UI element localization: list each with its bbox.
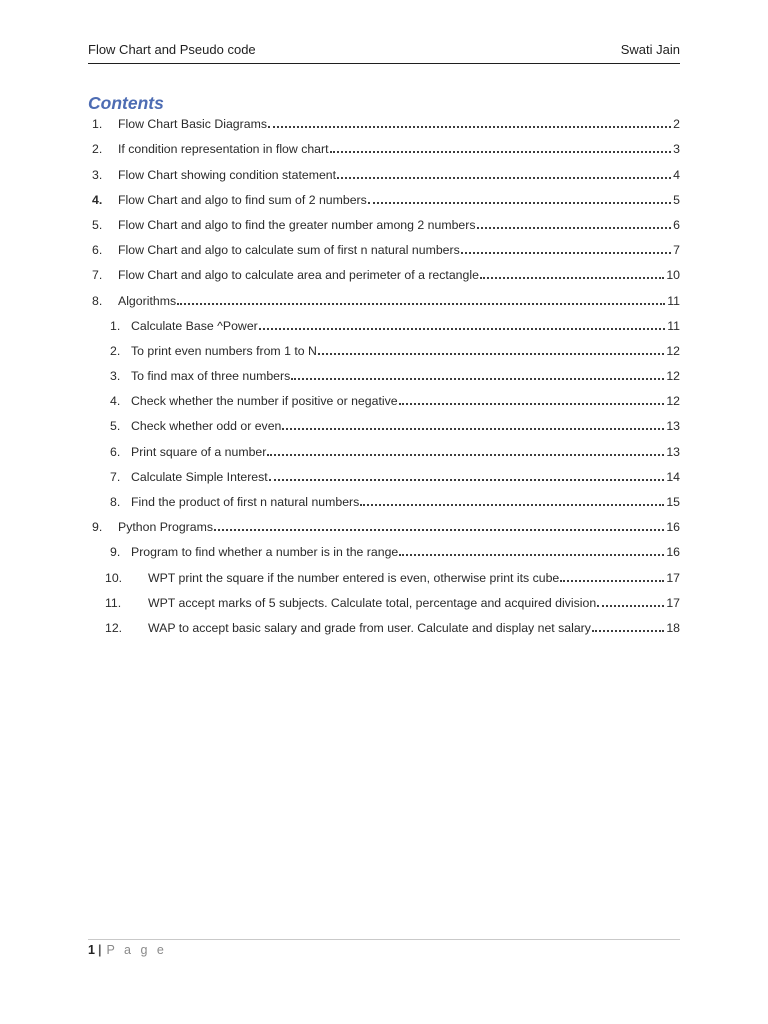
toc-entry xyxy=(88,408,680,433)
toc-entry xyxy=(88,182,680,207)
toc-entry-page: 5 xyxy=(673,192,680,207)
toc-entry xyxy=(88,433,680,458)
toc-entry-page: 16 xyxy=(666,520,680,535)
toc-entry-title: Flow Chart and algo to find sum of 2 numbers xyxy=(118,192,367,207)
page-footer xyxy=(88,943,167,957)
toc-entry-number: 2. xyxy=(110,343,121,358)
toc-entry xyxy=(88,257,680,282)
toc-entry-page: 11 xyxy=(667,318,680,333)
toc-entry-number: 6. xyxy=(92,243,103,258)
footer-page-number: 1 xyxy=(88,943,95,957)
toc-entry-number: 7. xyxy=(110,469,121,484)
dot-leader xyxy=(267,454,664,456)
toc-entry-number: 9. xyxy=(92,520,103,535)
toc-entry-title: Algorithms xyxy=(118,293,177,308)
toc-entry-page: 10 xyxy=(666,268,680,283)
toc-entry-title: Flow Chart and algo to calculate area and perimeter of a rectangle xyxy=(118,268,479,283)
toc-entry-number: 8. xyxy=(92,293,103,308)
dot-leader xyxy=(368,202,671,204)
dot-leader xyxy=(291,378,664,380)
dot-leader xyxy=(282,428,664,430)
toc-entry-number: 4. xyxy=(92,192,103,207)
dot-leader xyxy=(177,303,665,305)
toc-entry xyxy=(88,106,680,131)
dot-leader xyxy=(592,630,664,632)
toc-entry xyxy=(88,484,680,509)
dot-leader xyxy=(399,554,664,556)
toc-entry-title: WPT print the square if the number entered is even, otherwise print its cube xyxy=(148,570,560,585)
toc-entry xyxy=(88,333,680,358)
dot-leader xyxy=(399,403,665,405)
dot-leader xyxy=(214,529,664,531)
toc-entry-page: 3 xyxy=(673,142,680,157)
toc-entry xyxy=(88,585,680,610)
toc-entry-number: 3. xyxy=(92,167,103,182)
dot-leader xyxy=(597,605,664,607)
dot-leader xyxy=(269,479,665,481)
toc-entry-title: Check whether the number if positive or negative xyxy=(131,394,398,409)
toc-entry xyxy=(88,232,680,257)
toc-entry-number: 8. xyxy=(110,495,121,509)
toc-entry xyxy=(88,459,680,484)
toc-entry-title: Flow Chart and algo to calculate sum of first n natural numbers xyxy=(118,243,460,258)
toc-entry-page: 12 xyxy=(666,394,680,409)
page-header xyxy=(88,42,680,64)
dot-leader xyxy=(560,580,664,582)
toc-entry-title: Calculate Base ^Power xyxy=(131,318,258,333)
toc-entry-page: 7 xyxy=(673,243,680,258)
dot-leader xyxy=(259,328,665,330)
toc-entry xyxy=(88,383,680,408)
toc-entry-number: 9. xyxy=(110,545,121,560)
header-author: Swati Jain xyxy=(620,42,680,57)
toc-entry-title: Python Programs xyxy=(118,520,214,535)
toc-entry-page: 12 xyxy=(666,343,680,358)
toc-entry-number: 12. xyxy=(105,620,123,635)
toc-entry-page: 4 xyxy=(673,167,680,182)
toc-entry-number: 4. xyxy=(110,394,121,409)
toc-entry-page: 12 xyxy=(666,369,680,384)
table-of-contents xyxy=(88,106,680,635)
toc-entry-page: 15 xyxy=(666,495,680,509)
toc-entry-number: 10. xyxy=(105,570,123,585)
toc-entry-page: 14 xyxy=(666,469,680,484)
toc-entry xyxy=(88,559,680,584)
toc-entry-number: 3. xyxy=(110,369,121,384)
toc-entry-page: 16 xyxy=(666,545,680,560)
toc-entry-page: 2 xyxy=(673,117,680,132)
footer-divider xyxy=(88,939,680,940)
dot-leader xyxy=(337,177,671,179)
toc-entry-title: Program to find whether a number is in the range xyxy=(131,545,399,560)
footer-page-label: P a g e xyxy=(106,943,167,957)
toc-entry-title: WPT accept marks of 5 subjects. Calculate total, percentage and acquired division xyxy=(148,595,597,610)
toc-entry-title: Flow Chart Basic Diagrams xyxy=(118,117,267,132)
toc-entry-number: 11. xyxy=(105,595,122,610)
toc-entry-title: To find max of three numbers xyxy=(131,369,291,384)
contents-heading: Contents xyxy=(88,93,164,113)
toc-entry-title: Flow Chart and algo to find the greater number among 2 numbers xyxy=(118,217,476,232)
toc-entry-page: 13 xyxy=(666,444,680,459)
toc-entry xyxy=(88,308,680,333)
toc-entry-page: 6 xyxy=(673,217,680,232)
toc-entry-title: Check whether odd or even xyxy=(131,419,282,434)
dot-leader xyxy=(330,151,672,153)
dot-leader xyxy=(360,504,664,506)
toc-entry-number: 6. xyxy=(110,444,121,459)
toc-entry-title: Print square of a number xyxy=(131,444,267,459)
toc-entry-number: 1. xyxy=(92,117,103,132)
dot-leader xyxy=(461,252,671,254)
dot-leader xyxy=(477,227,672,229)
toc-entry-title: To print even numbers from 1 to N xyxy=(131,343,317,358)
toc-entry xyxy=(88,156,680,181)
dot-leader xyxy=(480,277,664,279)
toc-entry xyxy=(88,509,680,534)
toc-entry-page: 17 xyxy=(666,570,680,585)
toc-entry xyxy=(88,207,680,232)
toc-entry-number: 2. xyxy=(92,142,103,157)
toc-entry-number: 5. xyxy=(92,217,103,232)
dot-leader xyxy=(318,353,664,355)
toc-entry-title: WAP to accept basic salary and grade from user. Calculate and display net salary xyxy=(148,620,591,635)
toc-entry-title: Calculate Simple Interest xyxy=(131,469,268,484)
toc-entry-title: Find the product of first n natural numbers xyxy=(131,495,360,509)
toc-entry xyxy=(88,358,680,383)
toc-entry xyxy=(88,131,680,156)
toc-entry-page: 18 xyxy=(666,620,680,635)
footer-separator: | xyxy=(97,943,102,957)
toc-entry-page: 17 xyxy=(666,595,680,610)
toc-entry xyxy=(88,610,680,635)
dot-leader xyxy=(268,126,671,128)
toc-entry-title: Flow Chart showing condition statement xyxy=(118,167,337,182)
toc-entry-number: 7. xyxy=(92,268,103,283)
toc-entry-page: 13 xyxy=(666,419,680,434)
toc-entry xyxy=(88,534,680,559)
toc-entry-page: 11 xyxy=(667,293,680,308)
toc-entry-number: 1. xyxy=(110,318,121,333)
toc-entry xyxy=(88,282,680,307)
header-title: Flow Chart and Pseudo code xyxy=(88,42,256,57)
toc-entry-title: If condition representation in flow chart xyxy=(118,142,329,157)
toc-entry-number: 5. xyxy=(110,419,121,434)
